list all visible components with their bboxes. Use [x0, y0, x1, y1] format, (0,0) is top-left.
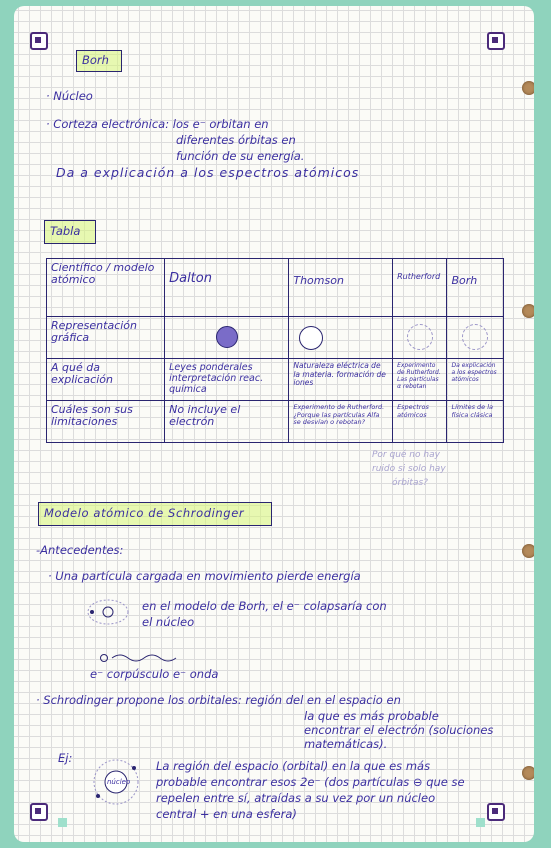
table-row: [47, 401, 504, 443]
row-label-representacion: Representación gráfica: [47, 317, 165, 359]
rutherford-model-cell: [393, 317, 447, 359]
example-line1: La región del espacio (orbital) en la que es más: [156, 759, 431, 773]
binder-hole: [522, 766, 534, 780]
thomson-limitaciones: Experimento de Rutherford. ¿Porque las partículas Alfa se desvían o rebotan?: [289, 401, 393, 443]
margin-note-line3: órbitas?: [392, 478, 428, 488]
example-label: Ej:: [58, 751, 73, 765]
thomson-model-cell: [289, 317, 393, 359]
propone-line1: · Schrodinger propone los orbitales: región del en el espacio en: [36, 693, 401, 707]
borh-collapse-line1: en el modelo de Borh, el e⁻ colapsaría con: [142, 599, 387, 613]
section-title-tabla-text: Tabla: [50, 224, 81, 238]
row-label-limitaciones: Cuáles son sus limitaciones: [47, 401, 165, 443]
corner-square-right: [476, 818, 485, 827]
margin-note-line2: ruido si solo hay: [372, 464, 446, 474]
dalton-sphere-icon: [216, 326, 238, 348]
example-line3: repelen entre sí, atraídas a su vez por un núcleo: [156, 791, 436, 805]
borh-model-icon: [462, 324, 488, 350]
corner-mark-bottom-left: [30, 803, 48, 821]
rutherford-model-icon: [407, 324, 433, 350]
borh-collapse-line2: el núcleo: [142, 615, 195, 629]
borh-model-cell: [447, 317, 504, 359]
thomson-explicacion: Naturaleza eléctrica de la materia. formación de iones: [289, 359, 393, 401]
corner-square-left: [58, 818, 67, 827]
example-line2: probable encontrar esos 2e⁻ (dos partículas ⊖ que se: [156, 775, 465, 789]
table-row: [47, 317, 504, 359]
wave-particle-label: e⁻ corpúsculo e⁻ onda: [90, 667, 219, 681]
table-header-cientifico: Científico / modelo atómico: [47, 259, 165, 317]
bullet-corteza-line1: · Corteza electrónica: los e⁻ orbitan en: [46, 117, 269, 131]
table-row: [47, 259, 504, 317]
corner-mark-top-left: [30, 32, 48, 50]
example-line4: central + en una esfera): [156, 807, 297, 821]
borh-explicacion: Da explicación a los espectros atómicos: [447, 359, 504, 401]
table-header-dalton: Dalton: [165, 259, 289, 317]
rutherford-limitaciones: Espectros atómicos: [393, 401, 447, 443]
propone-line2: la que es más probable: [304, 709, 439, 723]
nucleus-label: núcleo: [107, 778, 131, 786]
propone-line3: encontrar el electrón (soluciones: [304, 723, 494, 737]
corner-mark-bottom-right: [487, 803, 505, 821]
bullet-nucleo: · Núcleo: [46, 89, 93, 103]
table-header-rutherford: Rutherford: [393, 259, 447, 317]
thomson-model-icon: [299, 326, 323, 350]
table-header-borh: Borh: [447, 259, 504, 317]
dalton-limitaciones: No incluye el electrón: [165, 401, 289, 443]
bullet-corteza-line3: función de su energía.: [176, 149, 305, 163]
binder-hole: [522, 304, 534, 318]
table-row: [47, 359, 504, 401]
binder-hole: [522, 544, 534, 558]
bullet-corteza-line2: diferentes órbitas en: [176, 133, 296, 147]
notebook-page: [14, 6, 534, 842]
borh-limitaciones: Límites de la física clásica: [447, 401, 504, 443]
propone-line4: matemáticas).: [304, 737, 388, 751]
margin-note-line1: Por qué no hay: [372, 450, 440, 460]
atomic-models-table: [46, 258, 504, 443]
rutherford-explicacion: Experimento de Rutherford. Las partículas α rebotan: [393, 359, 447, 401]
dalton-explicacion: Leyes ponderales interpretación reac. química: [165, 359, 289, 401]
dalton-sphere-cell: [165, 317, 289, 359]
corner-mark-top-right: [487, 32, 505, 50]
borh-collapse-diagram: [84, 594, 140, 630]
particle-bullet: · Una partícula cargada en movimiento pierde energía: [48, 569, 361, 583]
wave-particle-diagram: [98, 652, 188, 664]
section-title-schrodinger-text: Modelo atómico de Schrodinger: [44, 506, 245, 520]
binder-hole: [522, 81, 534, 95]
table-header-thomson: Thomson: [289, 259, 393, 317]
row-label-explicacion: A qué da explicación: [47, 359, 165, 401]
antecedentes-label: -Antecedentes:: [36, 543, 124, 557]
explanation-line: Da a explicación a los espectros atómicos: [56, 165, 360, 180]
section-title-borh-text: Borh: [82, 53, 109, 67]
